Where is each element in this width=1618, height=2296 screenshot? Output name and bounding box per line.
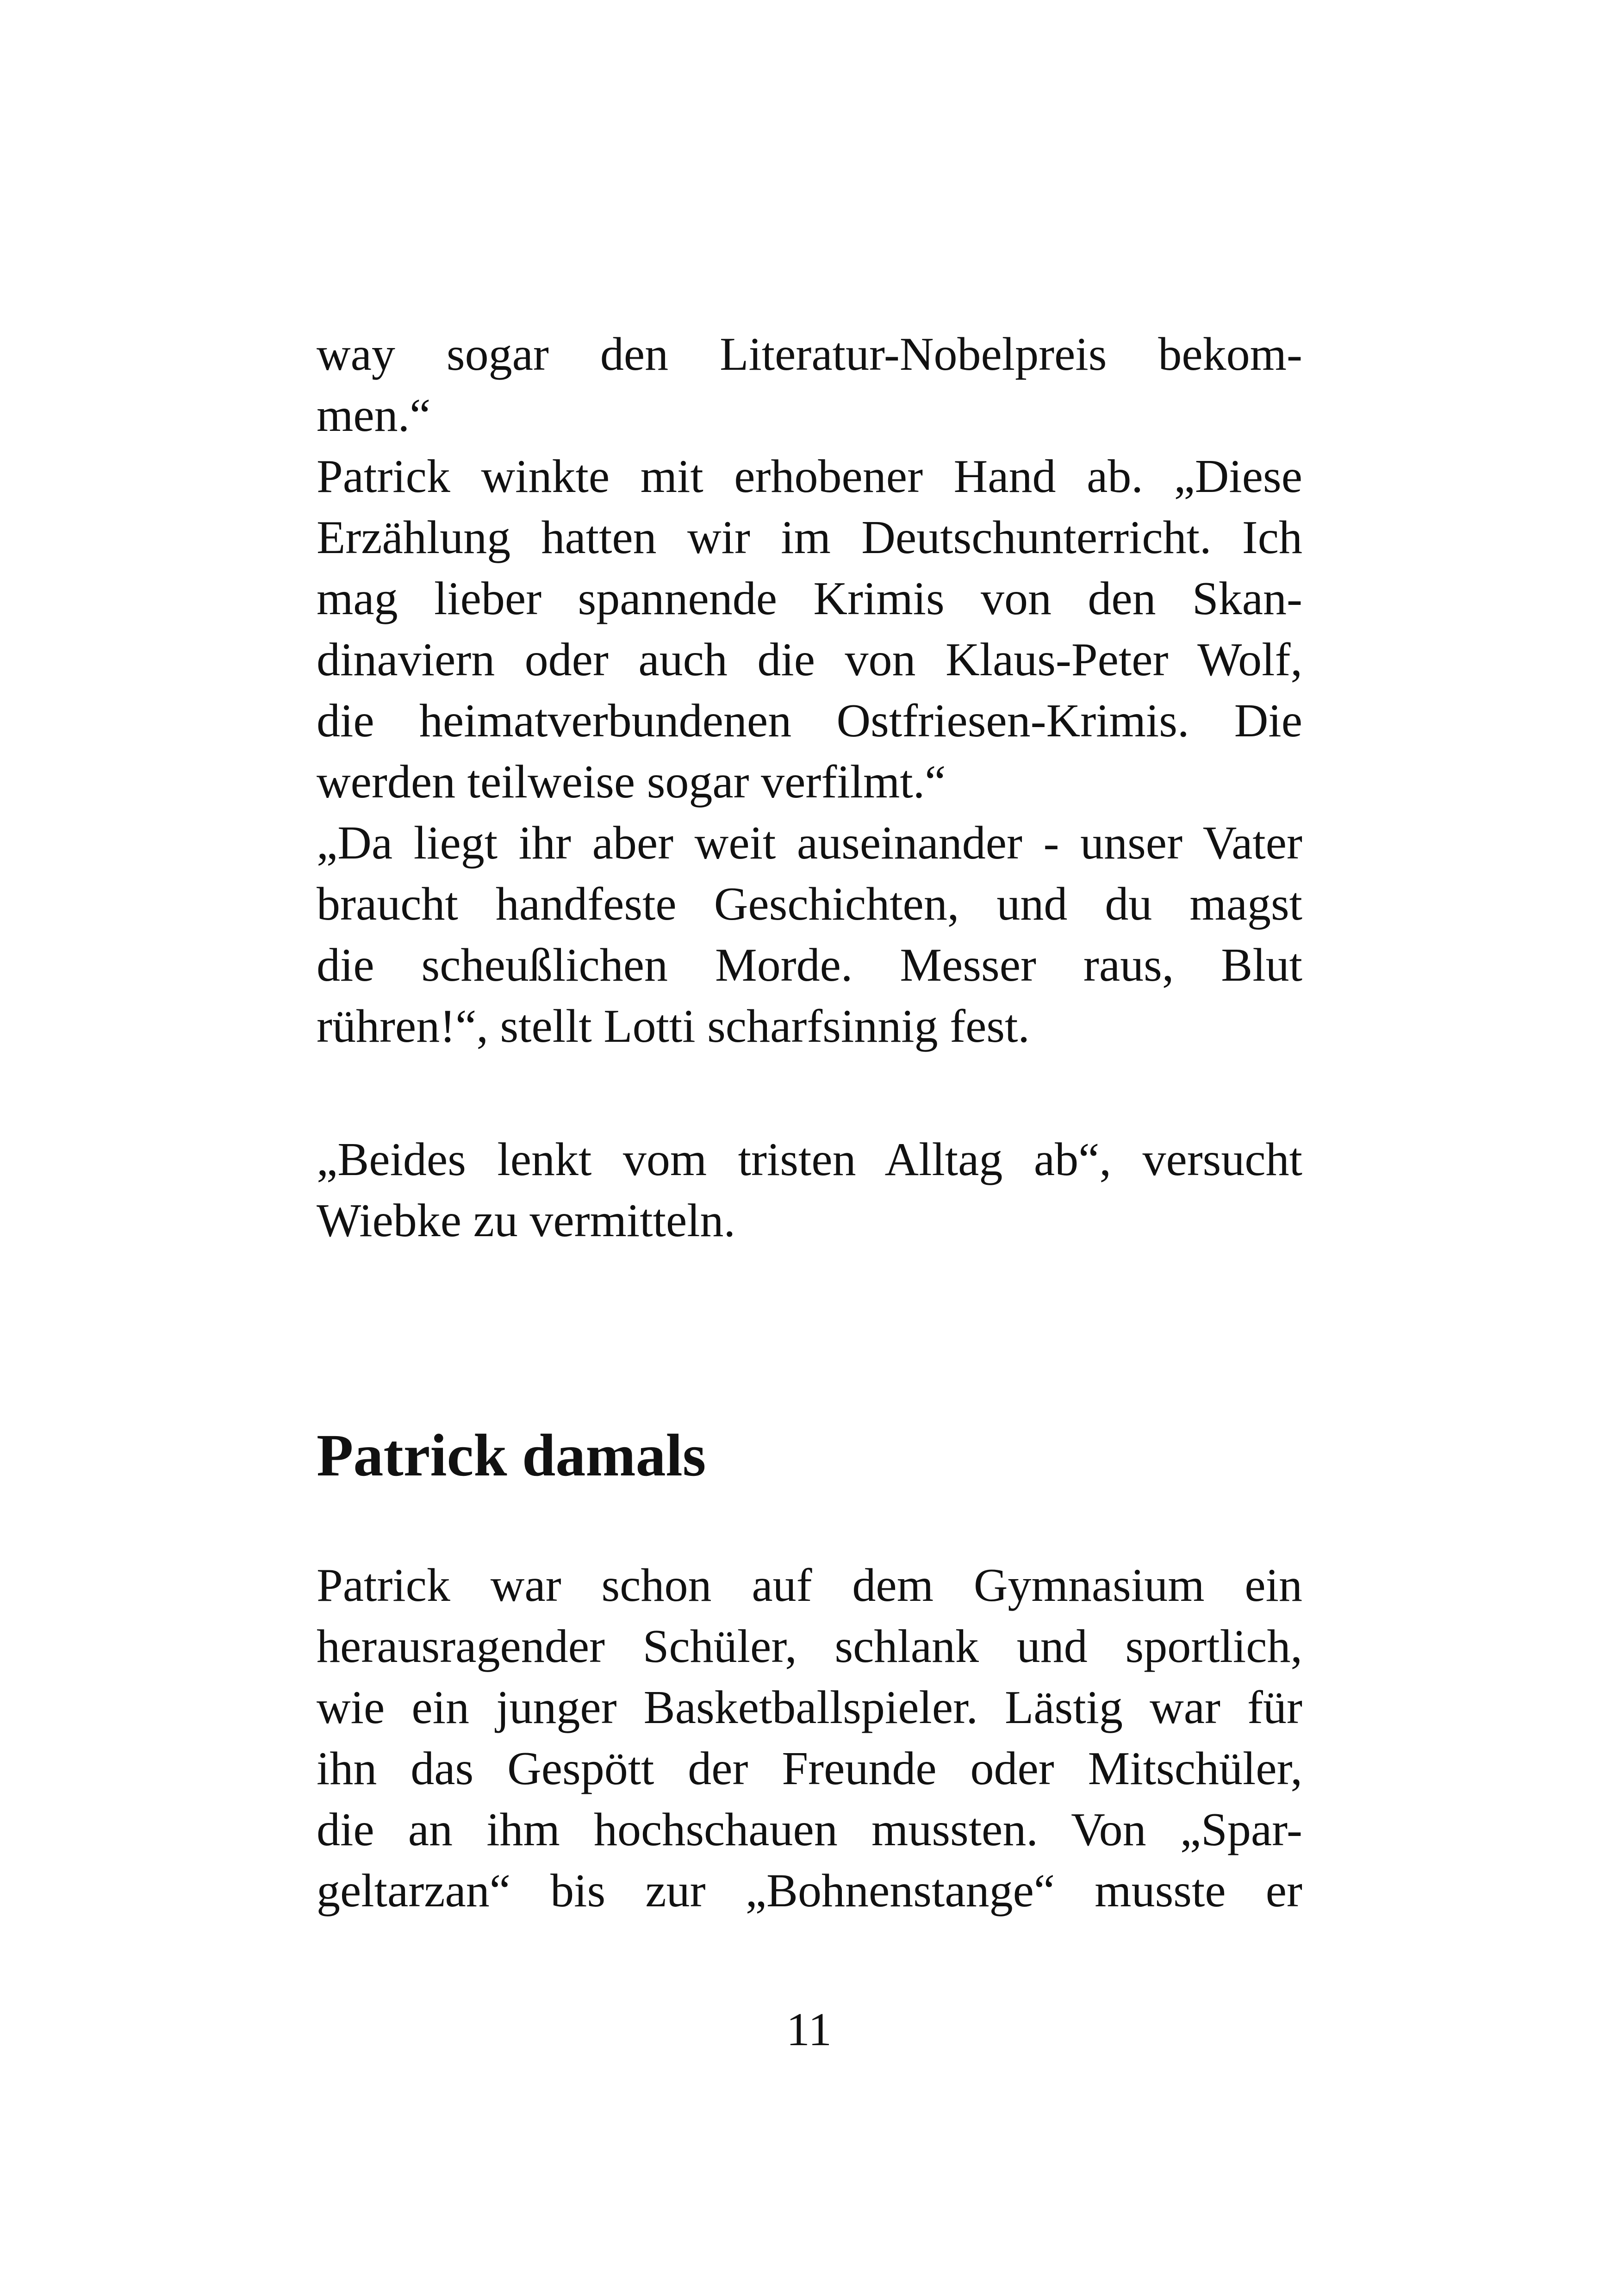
text-line: „Da liegt ihr aber weit auseinander - unser Vater	[317, 817, 1302, 869]
text-line: „Beides lenkt vom tristen Alltag ab“, versucht	[317, 1133, 1302, 1186]
text-line: Wiebke zu vermitteln.	[317, 1195, 736, 1247]
paragraph-wiebke	[317, 1129, 1302, 1251]
text-line: way sogar den Literatur-Nobelpreis bekom-	[317, 328, 1302, 380]
text-line: werden teilweise sogar verfilmt.“	[317, 756, 946, 808]
text-line: braucht handfeste Geschichten, und du magst	[317, 878, 1302, 930]
text-line: die scheußlichen Morde. Messer raus, Blut	[317, 939, 1302, 991]
text-line: geltarzan“ bis zur „Bohnenstange“ musste er	[317, 1865, 1302, 1917]
text-line: mag lieber spannende Krimis von den Skan-	[317, 572, 1302, 625]
section-heading: Patrick damals	[317, 1422, 706, 1489]
text-line: men.“	[317, 389, 431, 442]
text-line: herausragender Schüler, schlank und sportlich,	[317, 1620, 1302, 1673]
text-line: Erzählung hatten wir im Deutschunterricht. Ich	[317, 511, 1302, 564]
text-line: die heimatverbundenen Ostfriesen-Krimis. Die	[317, 695, 1302, 747]
text-line: Patrick winkte mit erhobener Hand ab. „Diese	[317, 450, 1302, 503]
text-line: ihn das Gespött der Freunde oder Mitschüler,	[317, 1742, 1302, 1795]
text-line: dinaviern oder auch die von Klaus-Peter Wolf,	[317, 634, 1302, 686]
text-line: Patrick war schon auf dem Gymnasium ein	[317, 1559, 1302, 1612]
text-line: rühren!“, stellt Lotti scharfsinnig fest.	[317, 1000, 1030, 1052]
text-line: die an ihm hochschauen mussten. Von „Spar-	[317, 1804, 1302, 1856]
page-number: 11	[786, 2004, 832, 2056]
text-line: wie ein junger Basketballspieler. Lästig war für	[317, 1681, 1302, 1734]
paragraph-dialogue	[317, 324, 1302, 1057]
paragraph-patrick-damals	[317, 1555, 1302, 1922]
